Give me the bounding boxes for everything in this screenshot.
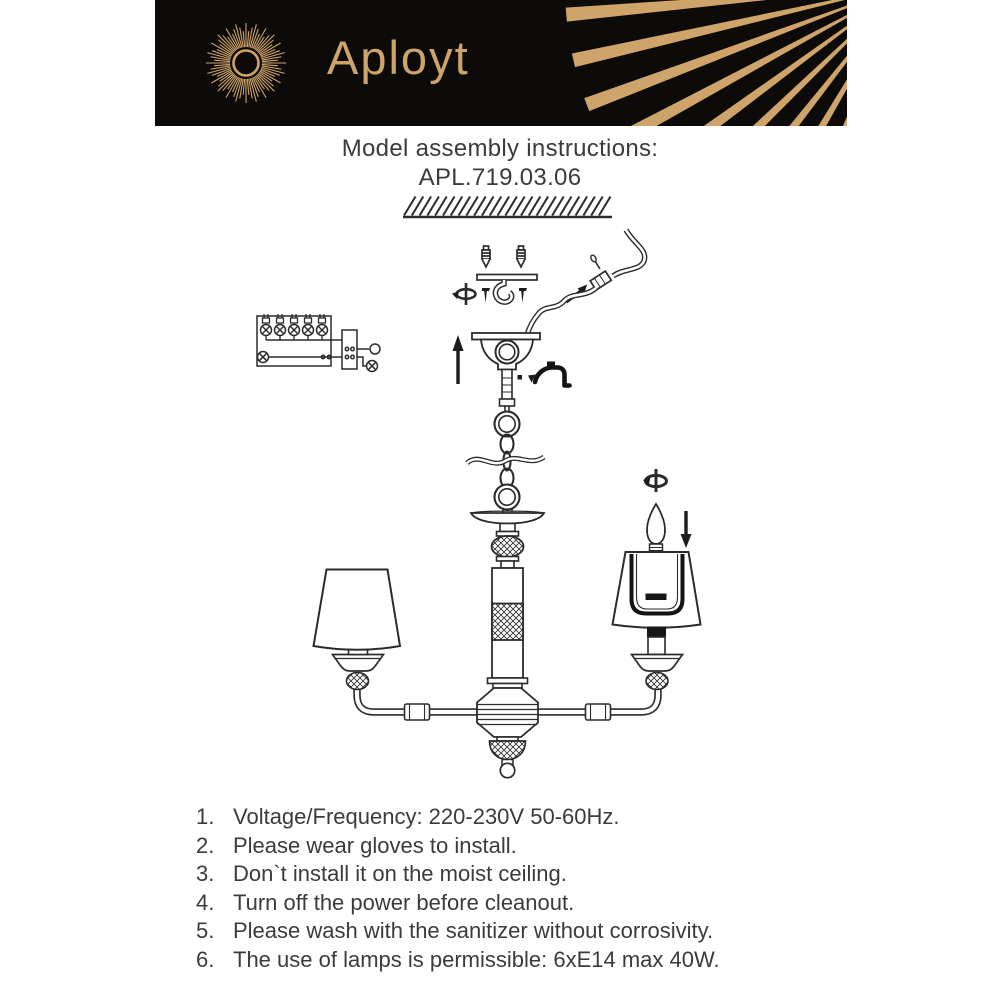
rotate-symbol-icon	[452, 283, 476, 305]
item-text: The use of lamps is permissible: 6xE14 max 40W.	[233, 946, 720, 972]
screw-icon	[482, 288, 490, 303]
wall-anchor-icon	[517, 246, 525, 267]
up-arrow-icon	[453, 335, 464, 384]
power-wire-icon	[527, 230, 645, 335]
item-text: Don`t install it on the moist ceiling.	[233, 861, 567, 886]
candle-bulb-icon	[647, 504, 665, 544]
mounting-bracket-icon	[477, 275, 537, 281]
list-item	[196, 803, 720, 832]
item-number: 6.	[196, 946, 215, 972]
bobeche-cup	[333, 655, 384, 672]
brand-name: Aployt	[327, 31, 470, 84]
rotate-symbol-icon	[643, 469, 667, 492]
hook-wrench-icon	[528, 362, 570, 386]
item-text: Turn off the power before cleanout.	[233, 889, 575, 915]
wiring-diagram-icon	[257, 314, 380, 372]
canopy-icon	[472, 333, 540, 340]
bobeche-cup	[632, 655, 683, 672]
list-item	[196, 832, 720, 861]
item-text: Please wear gloves to install.	[233, 832, 517, 858]
item-number: 3.	[196, 861, 215, 886]
right-candle	[613, 469, 701, 690]
instruction-list	[196, 803, 720, 974]
list-item	[196, 860, 720, 889]
ceiling-hatch-icon	[403, 197, 612, 218]
left-arm	[357, 688, 482, 720]
model-number: APL.719.03.06	[418, 164, 582, 191]
item-number: 5.	[196, 918, 215, 943]
page-title: Model assembly instructions:	[341, 135, 659, 162]
list-item	[196, 946, 720, 975]
item-number: 4.	[196, 889, 215, 915]
item-number: 1.	[196, 804, 215, 829]
item-number: 2.	[196, 832, 215, 858]
canopy-assembly	[453, 333, 570, 437]
mounting-hardware	[452, 246, 537, 305]
chandelier-body-icon	[314, 469, 701, 778]
ceiling-hook-icon	[495, 280, 511, 302]
item-text: Voltage/Frequency: 220-230V 50-60Hz.	[233, 804, 620, 829]
chain-icon	[467, 435, 544, 515]
right-arm	[533, 688, 658, 720]
screw-icon	[519, 288, 527, 303]
wall-anchor-icon	[482, 246, 490, 267]
left-candle	[314, 570, 401, 690]
item-text: Please wash with the sanitizer without corrosivity.	[233, 918, 714, 943]
list-item	[196, 917, 720, 946]
lampshade-icon	[314, 570, 401, 650]
lampshade-icon	[613, 552, 701, 628]
socket-band	[647, 627, 666, 638]
list-item	[196, 889, 720, 918]
down-arrow-icon	[681, 511, 692, 548]
